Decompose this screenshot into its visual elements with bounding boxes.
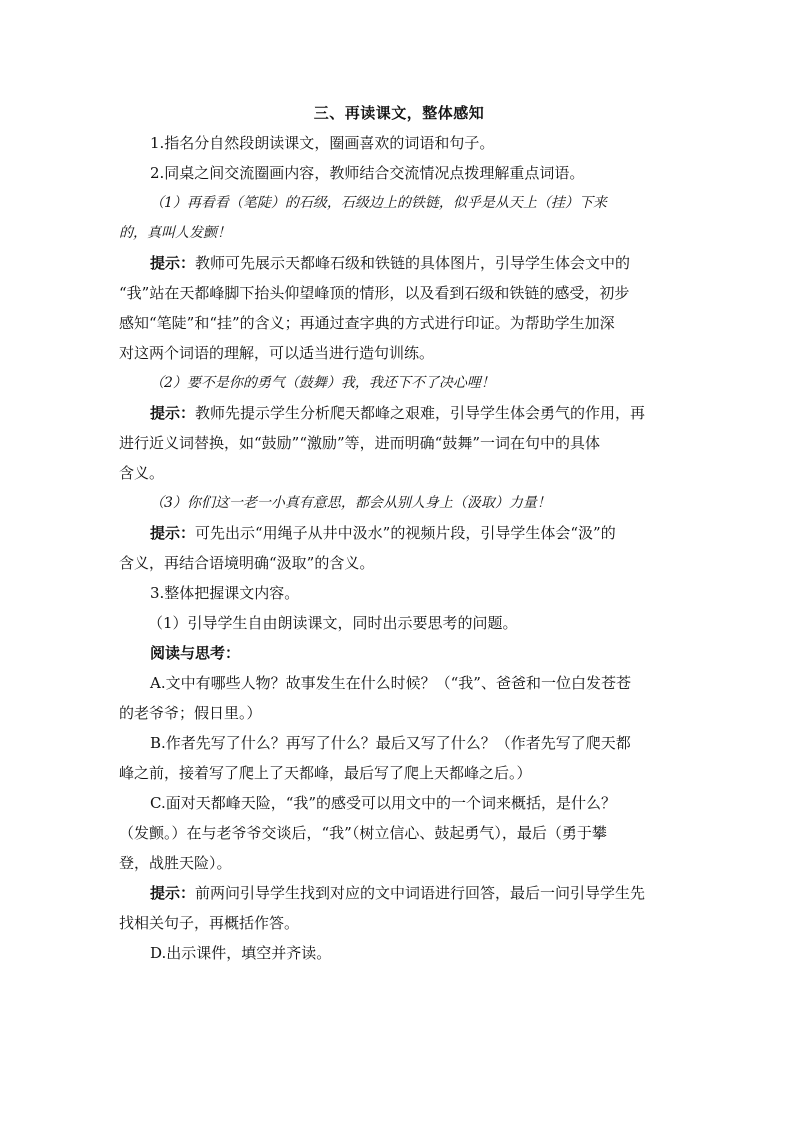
step-2: 2.同桌之间交流圈画内容，教师结合交流情况点拨理解重点词语。 [150,164,585,182]
tip-3-line-1 [119,518,679,548]
question-a-line-1: A.文中有哪些人物？故事发生在什么时候？（“我”、爸爸和一位白发苍苍 [150,674,631,692]
question-b [119,728,679,788]
question-a-line-2: 的老爷爷；假日里。） [119,704,262,722]
question-a [119,668,679,728]
tip-1-line-1 [119,248,679,278]
tip-4-text: 前两问引导学生找到对应的文中词语进行回答，最后一问引导学生先 [195,884,646,902]
tip-3-text: 可先出示“用绳子从井中汲水”的视频片段，引导学生体会“汲”的 [195,524,616,542]
tip-1-line-4: 对这两个词语的理解，可以适当进行造句训练。 [119,344,435,362]
tip-4-line-1 [119,878,679,908]
example-1-line-1: （1）再看看（笔陡）的石级，石级边上的铁链，似乎是从天上（挂）下来 [150,195,607,211]
tip-2-line-1 [119,398,679,428]
tip-3 [119,518,679,578]
tip-1-line-2: “我”站在天都峰脚下抬头仰望峰顶的情形，以及看到石级和铁链的感受，初步 [119,284,630,302]
question-d: D.出示课件，填空并齐读。 [150,944,332,962]
section-title: 三、再读课文，整体感知 [313,104,485,122]
tip-2-line-2: 进行近义词替换，如“鼓励”“激励”等，进而明确“鼓舞”一词在句中的具体 [119,434,601,452]
step-1: 1.指名分自然段朗读课文，圈画喜欢的词语和句子。 [150,134,495,152]
question-c-line-3: 登，战胜天险）。 [119,854,232,872]
tip-2 [119,398,679,488]
step-3: 3.整体把握课文内容。 [150,584,300,602]
question-c-line-2: （发颤。）在与老爷爷交谈后，“我”（树立信心、鼓起勇气），最后（勇于攀 [119,824,607,842]
tip-1 [119,248,679,368]
tip-3-line-2: 含义，再结合语境明确“汲取”的含义。 [119,554,375,572]
step-3-sub-1: （1）引导学生自由朗读课文，同时出示要思考的问题。 [148,614,518,632]
question-c [119,788,679,878]
tip-label: 提示： [150,524,196,542]
example-2: （2）要不是你的勇气（鼓舞）我，我还下不了决心哩！ [150,375,495,391]
tip-2-line-3: 含义。 [119,464,165,482]
lesson-content [119,98,679,968]
tip-label: 提示： [150,404,196,422]
tip-2-text: 教师先提示学生分析爬天都峰之艰难，引导学生体会勇气的作用，再 [195,404,646,422]
example-1 [119,188,679,248]
reading-heading: 阅读与思考： [150,644,241,662]
tip-4 [119,878,679,938]
question-c-line-1: C.面对天都峰天险，“我”的感受可以用文中的一个词来概括，是什么？ [150,794,617,812]
question-b-line-1: B.作者先写了什么？再写了什么？最后又写了什么？（作者先写了爬天都 [150,734,631,752]
tip-1-text: 教师可先展示天都峰石级和铁链的具体图片，引导学生体会文中的 [195,254,631,272]
tip-1-line-3: 感知“笔陡”和“挂”的含义；再通过查字典的方式进行印证。为帮助学生加深 [119,314,615,332]
example-3: （3）你们这一老一小真有意思，都会从别人身上（汲取）力量！ [150,495,551,511]
example-1-line-2: 的，真叫人发颤！ [119,225,231,241]
tip-4-line-2: 找相关句子，再概括作答。 [119,914,300,932]
tip-label: 提示： [150,254,196,272]
tip-label: 提示： [150,884,196,902]
question-b-line-2: 峰之前，接着写了爬上了天都峰，最后写了爬上天都峰之后。） [119,764,532,782]
